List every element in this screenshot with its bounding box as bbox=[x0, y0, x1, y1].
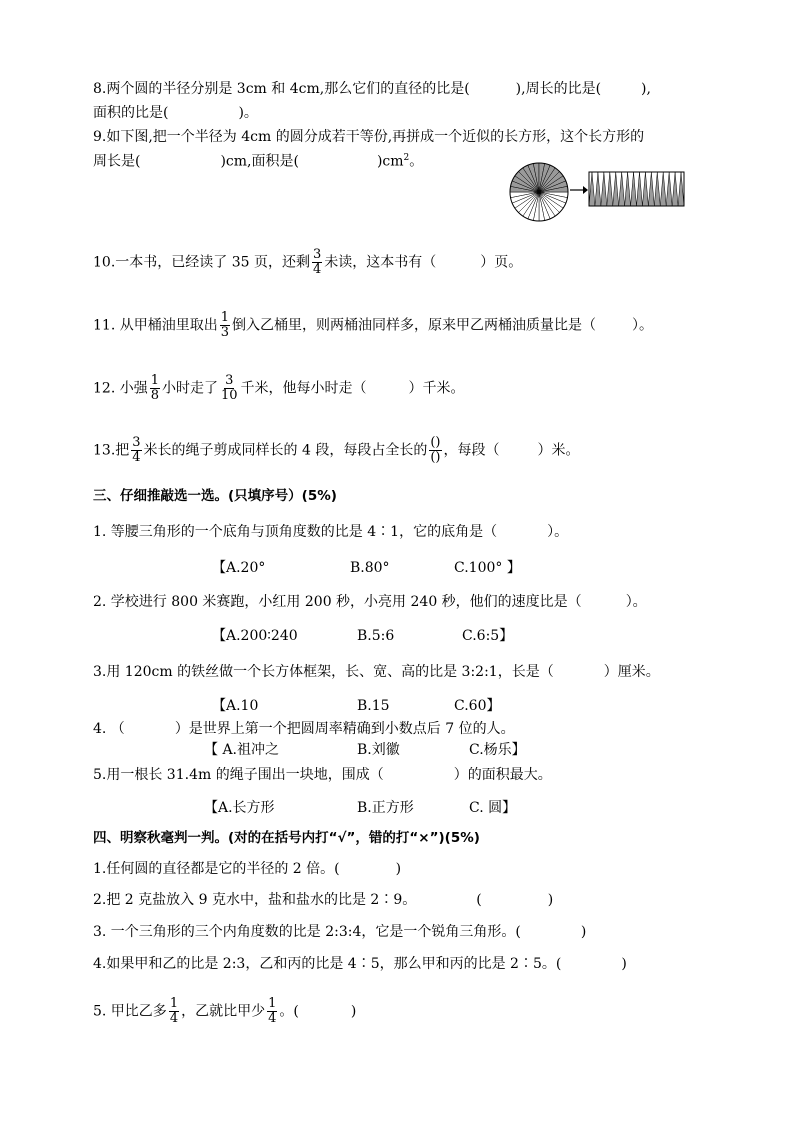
rect-sector bbox=[607, 172, 613, 206]
zigzag-rectangle-figure bbox=[588, 171, 685, 207]
rect-sector bbox=[637, 172, 643, 206]
rect-sector bbox=[625, 172, 631, 206]
rect-sector bbox=[601, 172, 607, 206]
q8-line1: 8.两个圆的半径分别是 3cm 和 4cm,那么它们的直径的比是( ),周长的比是( ), bbox=[93, 81, 651, 97]
fraction: $\frac{3}{10}$ bbox=[221, 373, 238, 403]
fraction: $\frac{1}{4}$ bbox=[268, 996, 277, 1026]
rect-sector bbox=[648, 172, 654, 206]
s3-q5: 5.用一根长 31.4m 的绳子围出一块地，围成（ ）的面积最大。 bbox=[93, 767, 552, 783]
q11: 11. 从甲桶油里取出 $\frac{1}{3}$ 倒入乙桶里，则两桶油同样多，原来甲乙两桶油质量比是（ ）。 bbox=[93, 310, 653, 340]
rect-sector bbox=[613, 172, 619, 206]
q9-line1: 9.如下图,把一个半径为 4cm 的圆分成若干等份,再拼成一个近似的长方形，这个长方形的 bbox=[93, 129, 645, 145]
rect-sector bbox=[654, 172, 660, 206]
section4-title: 四、明察秋毫判一判。(对的在括号内打“√”，错的打“×”)(5%) bbox=[93, 830, 480, 846]
fraction: $\frac{1}{8}$ bbox=[150, 373, 159, 403]
rect-sector bbox=[619, 172, 625, 206]
fraction: $\frac{1}{4}$ bbox=[169, 996, 179, 1026]
s4-q3: 3. 一个三角形的三个内角度数的比是 2:3:4，它是一个锐角三角形。( ) bbox=[93, 924, 587, 940]
fraction-blank: $\frac{()}{()}$ bbox=[430, 435, 441, 465]
s4-q4: 4.如果甲和乙的比是 2:3，乙和丙的比是 4∶5，那么甲和丙的比是 2∶5。( ) bbox=[93, 956, 627, 972]
s4-q5: 5. 甲比乙多 $\frac{1}{4}$ ，乙就比甲少 $\frac{1}{4}$ 。( ) bbox=[93, 996, 357, 1026]
q12: 12. 小强 $\frac{1}{8}$ 小时走了 $\frac{3}{10}$ 千米，他每小时走（ ）千米。 bbox=[93, 373, 465, 403]
circle-sectors-figure bbox=[508, 161, 570, 223]
rect-sector bbox=[678, 172, 684, 206]
s3-q2: 2. 学校进行 800 米赛跑，小红用 200 秒，小亮用 240 秒，他们的速度比是（ ）。 bbox=[93, 594, 647, 610]
rect-sector bbox=[642, 172, 648, 206]
s3-q1: 1. 等腰三角形的一个底角与顶角度数的比是 4∶1，它的底角是（ ）。 bbox=[93, 524, 569, 540]
rect-sector bbox=[660, 172, 666, 206]
rect-sector bbox=[595, 172, 601, 206]
q8-line2: 面积的比是( )。 bbox=[93, 105, 258, 121]
q13: 13.把 $\frac{3}{4}$ 米长的绳子剪成同样长的 4 段，每段占全长的 $\frac{()}{()}$ ，每段（ ）米。 bbox=[93, 435, 580, 465]
rect-sector bbox=[666, 172, 672, 206]
fraction: $\frac{3}{4}$ bbox=[132, 435, 141, 465]
rect-sector bbox=[589, 172, 595, 206]
rect-sector bbox=[631, 172, 637, 206]
s3-q4: 4. （ ）是世界上第一个把圆周率精确到小数点后 7 位的人。 bbox=[93, 721, 515, 737]
s3-q3: 3.用 120cm 的铁丝做一个长方体框架，长、宽、高的比是 3:2:1，长是（ ）厘米。 bbox=[93, 664, 660, 680]
s4-q2: 2.把 2 克盐放入 9 克水中，盐和盐水的比是 2∶9。 ( ) bbox=[93, 892, 554, 908]
section3-title: 三、仔细推敲选一选。(只填序号）(5%) bbox=[93, 488, 337, 504]
arrow-icon bbox=[569, 184, 589, 196]
q10: 10.一本书，已经读了 35 页，还剩 $\frac{3}{4}$ 未读，这本书有（ ）页。 bbox=[93, 247, 523, 277]
fraction: $\frac{3}{4}$ bbox=[312, 247, 322, 277]
q9-line2: 周长是( )cm,面积是( )$cm^2$。 bbox=[93, 153, 424, 170]
s4-q1: 1.任何圆的直径都是它的半径的 2 倍。( ) bbox=[93, 861, 402, 877]
rect-sector bbox=[672, 172, 678, 206]
fraction: $\frac{1}{3}$ bbox=[220, 310, 229, 340]
